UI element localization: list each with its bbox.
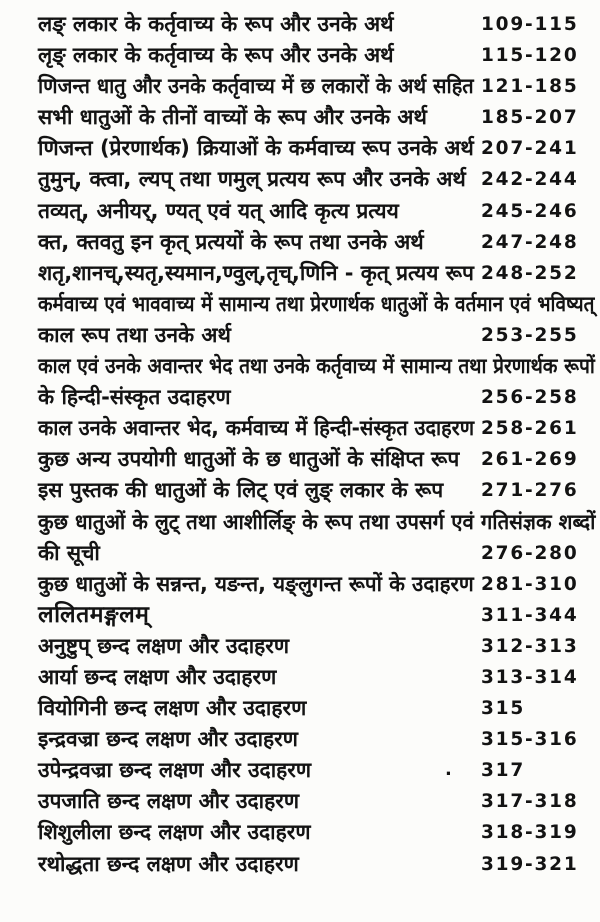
toc-entry xyxy=(38,133,600,164)
toc-entry-title: णिजन्त धातु और उनके कर्तृवाच्य में छ लकारों के अर्थ सहित xyxy=(38,74,474,99)
toc-entry-title: सभी धातुओं के तीनों वाच्यों के रूप और उनके अर्थ xyxy=(38,105,427,130)
toc-entry-title: ललितमङ्गलम् xyxy=(38,601,150,628)
toc-entry-pages: 115-120 xyxy=(481,45,579,67)
toc-entry-title: वियोगिनी छन्द लक्षण और उदाहरण xyxy=(38,696,307,721)
toc-entry-pages: 121-185 xyxy=(481,76,579,98)
toc-entry-title: काल रूप तथा उनके अर्थ xyxy=(38,322,231,347)
toc-entry-pages: 271-276 xyxy=(481,480,579,502)
toc-entry-pages: 315 xyxy=(481,698,526,720)
toc-entry-pages: 261-269 xyxy=(481,449,579,471)
toc-entry-title: उपेन्द्रवज्रा छन्द लक्षण और उदाहरण xyxy=(38,758,312,783)
toc-entry-pages: 256-258 xyxy=(481,387,579,409)
toc-entry xyxy=(38,475,600,506)
toc-entry-title: कर्मवाच्य एवं भाववाच्य में सामान्य तथा प्रेरणार्थक धातुओं के वर्तमान एवं भविष्यत् xyxy=(38,291,595,316)
toc-entry-title: कुछ अन्य उपयोगी धातुओं के छ धातुओं के संक्षिप्त रूप xyxy=(38,447,460,472)
toc-entry-title: आर्या छन्द लक्षण और उदाहरण xyxy=(38,664,277,689)
toc-entry-title: काल एवं उनके अवान्तर भेद तथा उनके कर्तृवाच्य में सामान्य तथा प्रेरणार्थक रूपों xyxy=(38,354,595,379)
toc-entry xyxy=(38,351,600,382)
toc-entry xyxy=(38,382,600,413)
toc-entry xyxy=(38,196,600,227)
toc-entry-title: कुछ धातुओं के लुट् तथा आशीर्लिङ् के रूप तथा उपसर्ग एवं गतिसंज्ञक शब्दों xyxy=(38,509,596,534)
toc-entry-pages: 318-319 xyxy=(481,822,579,844)
toc-entry-pages: 317 xyxy=(481,760,526,782)
toc-entry-title: क्त, क्तवतु इन कृत् प्रत्ययों के रूप तथा उनके अर्थ xyxy=(38,229,424,254)
toc-entry xyxy=(38,9,600,40)
toc-entry-pages: 248-252 xyxy=(481,262,579,284)
toc-entry xyxy=(38,164,600,195)
toc-entry xyxy=(38,662,600,693)
toc-entry-title: इस पुस्तक की धातुओं के लिट् एवं लुङ् लकार के रूप xyxy=(38,478,444,503)
toc-entry xyxy=(38,600,600,631)
toc-entry-title: काल उनके अवान्तर भेद, कर्मवाच्य में हिन्दी-संस्कृत उदाहरण xyxy=(38,416,475,441)
toc-entry xyxy=(38,693,600,724)
toc-entry-pages: 109-115 xyxy=(481,14,579,35)
toc-entry-pages: 242-244 xyxy=(481,169,579,191)
toc-entry xyxy=(38,724,600,755)
toc-entry-pages: 253-255 xyxy=(481,324,579,346)
toc-entry xyxy=(38,227,600,258)
toc-entry-title: तुमुन्, क्त्वा, ल्यप् तथा णमुल् प्रत्यय रूप और उनके अर्थ xyxy=(38,167,466,192)
toc-entry xyxy=(38,444,600,475)
toc-entry-title: की सूची xyxy=(38,540,100,565)
toc-entry-pages: 312-313 xyxy=(481,635,579,657)
toc-entry xyxy=(38,320,600,351)
toc-entry xyxy=(38,289,600,320)
toc-entry xyxy=(38,507,600,538)
toc-entry-title: शिशुलीला छन्द लक्षण और उदाहरण xyxy=(38,820,311,845)
toc-entry-pages: 258-261 xyxy=(481,418,579,440)
toc-entry xyxy=(38,817,600,848)
toc-entry xyxy=(38,631,600,662)
toc-entry xyxy=(38,786,600,817)
toc-entry-title: शतृ,शानच्,स्यतृ,स्यमान,ण्वुल्,तृच्,णिनि - कृत् प्रत्यय रूप xyxy=(38,260,474,285)
toc-entry-pages: 311-344 xyxy=(481,604,579,626)
toc-entry xyxy=(38,413,600,444)
toc-entry xyxy=(38,849,600,880)
toc-entry-title: रथोद्धता छन्द लक्षण और उदाहरण xyxy=(38,851,299,876)
toc-entry-pages: 319-321 xyxy=(481,853,579,875)
toc-entry xyxy=(38,755,600,786)
toc-entry-pages: 185-207 xyxy=(481,107,579,129)
toc-entry-title: लृङ् लकार के कर्तृवाच्य के रूप और उनके अर्थ xyxy=(38,43,394,68)
toc-entry xyxy=(38,102,600,133)
toc-entry-pages: 276-280 xyxy=(481,542,579,564)
toc-entry xyxy=(38,538,600,569)
toc-entry-title: तव्यत्, अनीयर्, ण्यत् एवं यत् आदि कृत्य प्रत्यय xyxy=(38,198,399,223)
toc-entry-title: इन्द्रवज्रा छन्द लक्षण और उदाहरण xyxy=(38,727,298,752)
toc-entry-pages: 245-246 xyxy=(481,200,579,222)
toc-entry-title: के हिन्दी-संस्कृत उदाहरण xyxy=(38,385,231,410)
toc-entry xyxy=(38,40,600,71)
toc-entry-title: लङ् लकार के कर्तृवाच्य के रूप और उनके अर्थ xyxy=(38,12,394,36)
toc-entry-pages: 315-316 xyxy=(481,729,579,751)
toc-entry-title: कुछ धातुओं के सन्नन्त, यङन्त, यङ्लुगन्त रूपों के उदाहरण xyxy=(38,571,474,596)
toc-entry-pages: 281-310 xyxy=(481,573,579,595)
toc-entry-pages: 317-318 xyxy=(481,791,579,813)
toc-entry-pages: 207-241 xyxy=(481,138,579,160)
toc-entry xyxy=(38,569,600,600)
toc-entry-title: उपजाति छन्द लक्षण और उदाहरण xyxy=(38,789,300,814)
stray-dot: . xyxy=(445,759,452,781)
toc-entry-title: णिजन्त (प्रेरणार्थक) क्रियाओं के कर्मवाच्य रूप उनके अर्थ xyxy=(38,136,474,161)
toc-entry xyxy=(38,71,600,102)
toc-entry xyxy=(38,258,600,289)
toc-entry-pages: 313-314 xyxy=(481,666,579,688)
toc-entry-pages: 247-248 xyxy=(481,231,579,253)
toc-entry-title: अनुष्टुप् छन्द लक्षण और उदाहरण xyxy=(38,633,290,658)
